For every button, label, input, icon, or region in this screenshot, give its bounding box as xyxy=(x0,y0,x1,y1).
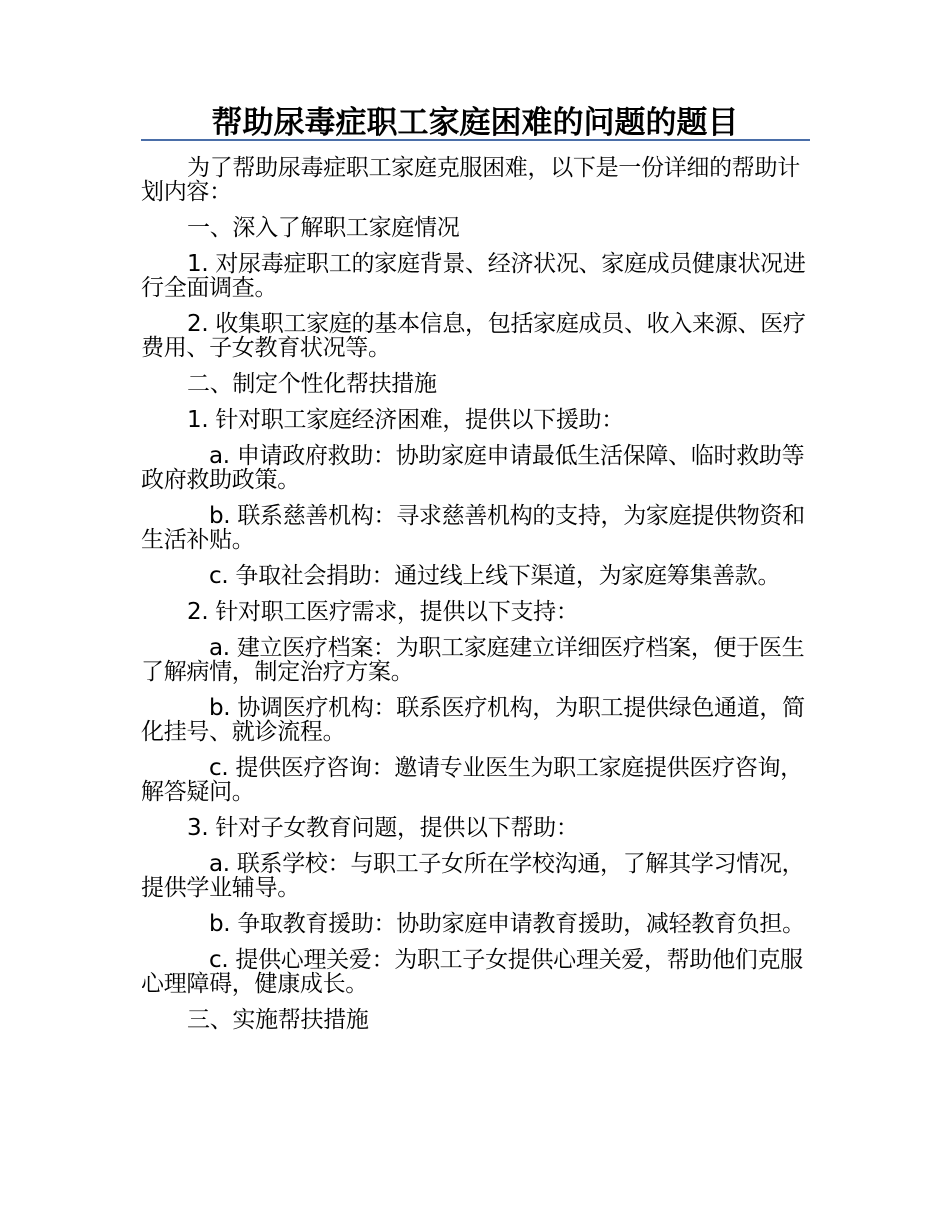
paragraph: 3. 针对子女教育问题，提供以下帮助： xyxy=(187,815,579,841)
paragraph: c. 提供医疗咨询：邀请专业医生为职工家庭提供医疗咨询，解答疑问。 xyxy=(141,755,803,805)
document-title: 帮助尿毒症职工家庭困难的问题的题目 xyxy=(211,105,739,141)
title-underline xyxy=(141,139,810,141)
section-heading: 三、实施帮扶措施 xyxy=(187,1007,369,1033)
paragraph: b. 联系慈善机构：寻求慈善机构的支持，为家庭提供物资和生活补贴。 xyxy=(141,503,805,553)
paragraph: 2. 收集职工家庭的基本信息，包括家庭成员、收入来源、医疗费用、子女教育状况等。 xyxy=(141,311,806,361)
paragraph: a. 建立医疗档案：为职工家庭建立详细医疗档案，便于医生了解病情，制定治疗方案。 xyxy=(141,635,805,685)
paragraph: 1. 对尿毒症职工的家庭背景、经济状况、家庭成员健康状况进行全面调查。 xyxy=(141,251,806,301)
paragraph: c. 提供心理关爱：为职工子女提供心理关爱，帮助他们克服心理障碍，健康成长。 xyxy=(141,947,803,997)
section-heading: 一、深入了解职工家庭情况 xyxy=(187,215,460,241)
paragraph: 为了帮助尿毒症职工家庭克服困难，以下是一份详细的帮助计划内容： xyxy=(141,155,800,205)
paragraph: b. 协调医疗机构：联系医疗机构，为职工提供绿色通道，简化挂号、就诊流程。 xyxy=(141,695,805,745)
paragraph: b. 争取教育援助：协助家庭申请教育援助，减轻教育负担。 xyxy=(209,911,805,937)
paragraph: 2. 针对职工医疗需求，提供以下支持： xyxy=(187,599,579,625)
paragraph: a. 申请政府救助：协助家庭申请最低生活保障、临时救助等政府救助政策。 xyxy=(141,443,805,493)
section-heading: 二、制定个性化帮扶措施 xyxy=(187,371,437,397)
document-body xyxy=(141,156,811,1044)
paragraph: c. 争取社会捐助：通过线上线下渠道，为家庭筹集善款。 xyxy=(209,563,781,589)
paragraph: 1. 针对职工家庭经济困难，提供以下援助： xyxy=(187,407,624,433)
paragraph: a. 联系学校：与职工子女所在学校沟通，了解其学习情况，提供学业辅导。 xyxy=(141,851,805,901)
